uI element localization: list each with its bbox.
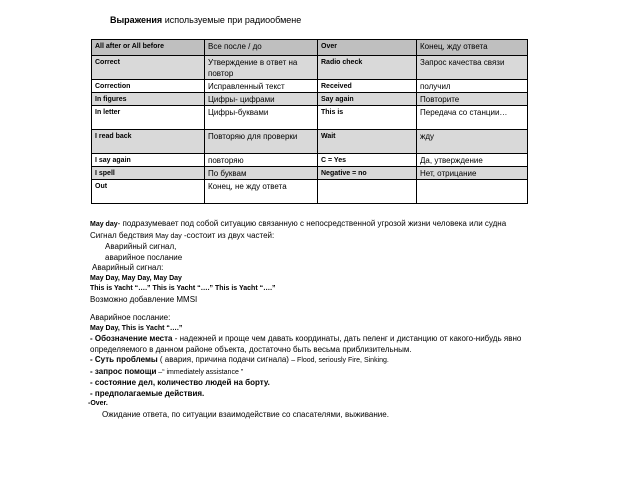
body-text <box>90 219 635 420</box>
phrase-table <box>91 39 528 204</box>
table-cell: In figures <box>92 93 205 106</box>
table-cell: повторяю <box>205 154 318 167</box>
text-line: Аварийный сигнал: <box>92 263 164 272</box>
table-cell: I read back <box>92 130 205 154</box>
table-cell: Radio check <box>318 56 417 80</box>
page-title-rest: используемые при радиообмене <box>162 15 302 25</box>
text-bold: May day <box>90 221 118 228</box>
text-bold: - Суть проблемы <box>90 355 158 364</box>
table-cell: I spell <box>92 167 205 180</box>
table-cell: C = Yes <box>318 154 417 167</box>
table-cell: Over <box>318 40 417 56</box>
table-cell: Утверждение в ответ на повтор <box>205 56 318 80</box>
table-cell <box>318 180 417 204</box>
table-cell: Correct <box>92 56 205 80</box>
page-title <box>110 15 301 25</box>
text-line <box>90 355 635 367</box>
table-cell: Negative = no <box>318 167 417 180</box>
text-line <box>90 219 635 231</box>
table-row <box>92 154 528 167</box>
table-cell: Received <box>318 80 417 93</box>
table-row <box>92 93 528 106</box>
text-span: ( авария, причина подачи сигнала) <box>157 355 292 364</box>
table-cell: Передача со станции… <box>417 106 528 130</box>
table-cell: Конец, жду ответа <box>417 40 528 56</box>
table-cell: I say again <box>92 154 205 167</box>
table-row <box>92 40 528 56</box>
text-line: May Day, May Day, May Day <box>90 274 182 282</box>
table-cell: Say again <box>318 93 417 106</box>
table-cell: Конец, не жду ответа <box>205 180 318 204</box>
table-cell: This is <box>318 106 417 130</box>
text-line: Возможно добавление MMSI <box>90 294 198 304</box>
table-row <box>92 130 528 154</box>
table-row <box>92 180 528 204</box>
table-cell: Все после / до <box>205 40 318 56</box>
text-line: Ожидание ответа, по ситуации взаимодействие со спасателями, выживание. <box>102 409 389 419</box>
table-cell: Out <box>92 180 205 204</box>
text-line: -Over. <box>88 400 108 407</box>
text-span: May day <box>155 232 182 240</box>
text-line: May Day, This is Yacht “….” <box>90 324 183 332</box>
text-span: Сигнал бедствия <box>90 230 156 240</box>
text-line <box>90 231 635 243</box>
text-line: - состояние дел, количество людей на борту. <box>90 378 270 387</box>
table-row <box>92 106 528 130</box>
text-line <box>90 367 635 379</box>
text-span: –“ immediately assistance ” <box>156 368 244 376</box>
table-cell: Исправленный текст <box>205 80 318 93</box>
table-cell: получил <box>417 80 528 93</box>
table-cell: Цифры-буквами <box>205 106 318 130</box>
table-row <box>92 167 528 180</box>
text-line: Аварийное послание: <box>90 313 171 322</box>
table-row <box>92 56 528 80</box>
text-line: аварийное послание <box>105 252 183 262</box>
table-cell: Повторяю для проверки <box>205 130 318 154</box>
text-span: - надежней и проще чем давать координаты, дать пеленг и дистанцию от какого-нибудь явно <box>172 334 522 343</box>
table-cell: Correction <box>92 80 205 93</box>
text-line: определяемого в данном районе объекта, достаточно быть весьма приблизительным. <box>90 344 412 354</box>
text-line: Аварийный сигнал, <box>105 242 177 251</box>
spacer <box>90 305 635 313</box>
text-span: - подразумевает под собой ситуацию связанную с непосредственной угрозой жизни человека или судна <box>117 219 507 228</box>
page-title-bold: Выражения <box>110 15 163 25</box>
text-line <box>90 334 635 345</box>
table-cell: All after or All before <box>92 40 205 56</box>
table-cell: In letter <box>92 106 205 130</box>
text-span: – Flood, seriously Fire, Sinking. <box>291 357 389 364</box>
text-bold: - Обозначение места <box>90 334 173 343</box>
text-line: - предполагаемые действия. <box>90 388 205 398</box>
table-cell: По буквам <box>205 167 318 180</box>
table-cell: Повторите <box>417 93 528 106</box>
table-row <box>92 80 528 93</box>
table-cell: жду <box>417 130 528 154</box>
text-line: This is Yacht “….” This is Yacht “….” This is Yacht “….” <box>90 285 276 292</box>
table-cell: Да, утверждение <box>417 154 528 167</box>
table-cell: Запрос качества связи <box>417 56 528 80</box>
table-cell: Цифры- цифрами <box>205 93 318 106</box>
table-cell <box>417 180 528 204</box>
table-cell: Нет, отрицание <box>417 167 528 180</box>
text-span: -состоит из двух частей: <box>181 230 275 240</box>
table-cell: Wait <box>318 130 417 154</box>
text-bold: - запрос помощи <box>90 366 157 376</box>
